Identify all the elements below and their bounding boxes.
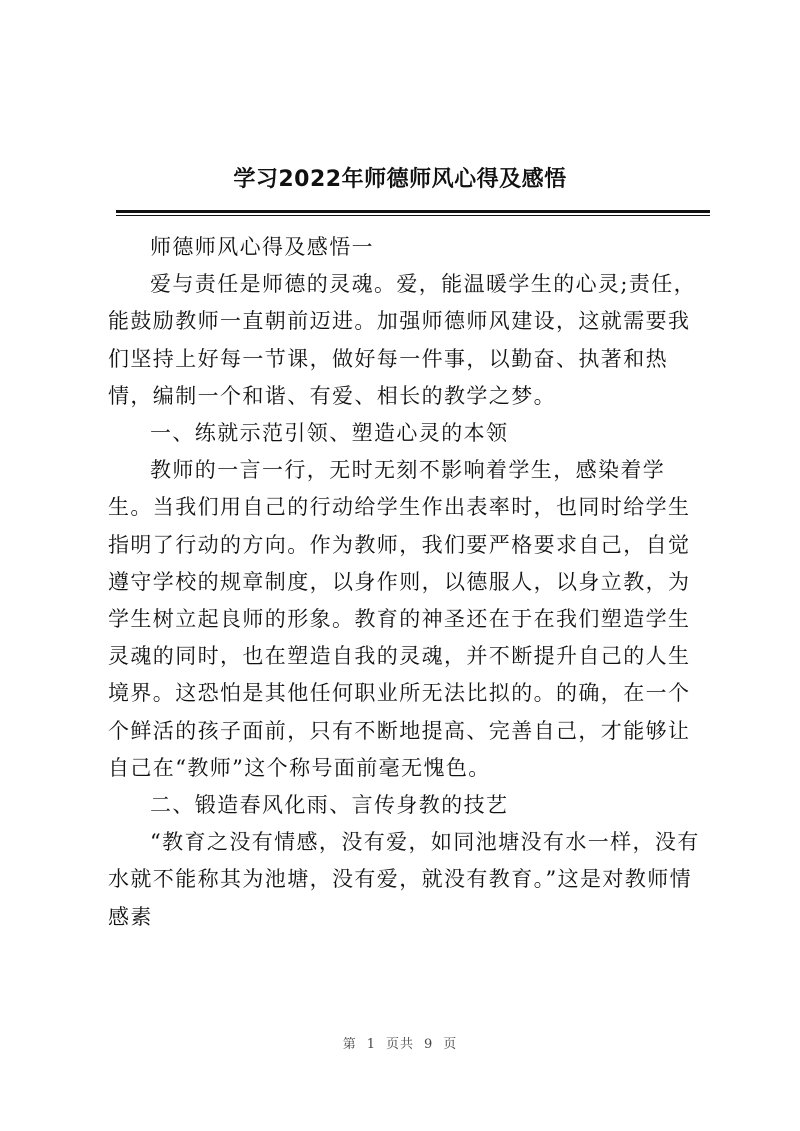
footer-suffix: 页 [443,1037,458,1052]
footer-total-pages: 9 [424,1037,434,1052]
footer-prefix: 第 [342,1037,357,1052]
title-rule-thin [116,215,710,216]
section-heading-1: 一、练就示范引领、塑造心灵的本领 [150,421,509,446]
footer-page-number: 1 [366,1037,376,1052]
footer-middle: 页共 [385,1037,414,1052]
section-subtitle: 师德师风心得及感悟一 [150,235,374,259]
section-heading-2: 二、锻造春风化雨、言传身教的技艺 [150,793,509,818]
document-title: 学习2022年师德师风心得及感悟 [233,167,567,192]
paragraph-section-2: “教育之没有情感，没有爱，如同池塘没有水一样，没有水就不能称其为池塘，没有爱，就没有教育。”这是对教师情感素 [108,830,700,929]
page-footer [0,1033,800,1052]
paragraph-section-1: 教师的一言一行，无时无刻不影响着学生，感染着学生。当我们用自己的行动给学生作出表率时，也同时给学生指明了行动的方向。作为教师，我们要严格要求自己，自觉遵守学校的规章制度，以身作则，以德服人，以身立教，为学生树立起良师的形象。教育的神圣还在于在我们塑造学生灵魂的同时，也在塑造自我的灵魂，并不断提升自己的人生境界。这恐怕是其他任何职业所无法比拟的。的确，在一个个鲜活的孩子面前，只有不断地提高、完善自己，才能够让自己在“教师”这个称号面前毫无愧色。 [108,458,691,780]
document-body [108,229,708,936]
title-rule-thick [116,210,710,213]
paragraph-intro: 爱与责任是师德的灵魂。爱，能温暖学生的心灵;责任，能鼓励教师一直朝前迈进。加强师德师风建设，这就需要我们坚持上好每一节课，做好每一件事，以勤奋、执著和热情，编制一个和谐、有爱、相长的教学之梦。 [108,272,697,408]
